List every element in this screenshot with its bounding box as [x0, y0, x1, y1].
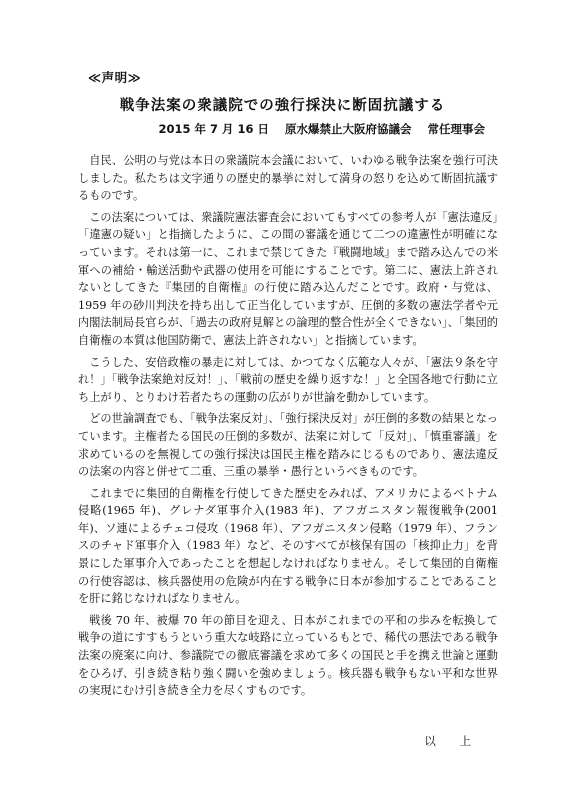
paragraph: こうした、安倍政権の暴走に対しては、かつてなく広範な人々が、「憲法９条を守れ！」「戦争法案絶対反対！」、「戦前の歴史を繰り返すな！」と全国各地で行動に立ち上がり、とりわけ若者たちの運動の広がりが世論を動かしています。	[78, 355, 498, 404]
paragraph: 戦後 70 年、被爆 70 年の節目を迎え、日本がこれまでの平和の歩みを転換して戦争の道にすすもうという重大な岐路に立っているもとで、稀代の悪法である戦争法案の廃案に向け、参議院での徹底審議を求めて多くの国民と手を携え世論と運動をひろげ、引き続き粘り強く闘いを強めましょう。核兵器も戦争もない平和な世界の実現にむけ引き続き全力を尽くすものです。	[78, 613, 498, 698]
document-date: 2015 年 7 月 16 日	[158, 122, 269, 136]
document-body	[78, 152, 498, 704]
paragraph: 自民、公明の与党は本日の衆議院本会議において、いわゆる戦争法案を強行可決しました。私たちは文字通りの歴史的暴挙に対して満身の怒りを込めて断固抗議するものです。	[78, 154, 498, 203]
paragraph: この法案については、衆議院憲法審査会においてもすべての参考人が「憲法違反」「違憲の疑い」と指摘したように、この間の審議を通じて二つの違憲性が明確になっています。それは第一に、これまで禁じてきた『戦闘地域』まで踏み込んでの米軍への補給・輸送活動や武器の使用を可能にすることです。第二に、憲法上許されないとしてきた『集団的自衛権』の行使に踏み込んだことです。政府・与党は、1959 年の砂川判決を持ち出して正当化していますが、圧倒的多数の憲法学者や元内閣法制局長官らが、「過去の政府見解との論理的整合性が全くできない」、「集団的自衛権の本質は他国防衛で、憲法上許されない」と指摘しています。	[78, 210, 498, 347]
document-label: ≪声明≫	[88, 70, 142, 85]
paragraph: どの世論調査でも、「戦争法案反対」、「強行採決反対」が圧倒的多数の結果となっています。主権者たる国民の圧倒的多数が、法案に対して「反対」、「慎重審議」を求めているのを無視しての強行採決は国民主権を踏みにじるものであり、憲法違反の法案の内容と併せて二重、三重の暴挙・愚行というべきものです。	[78, 412, 498, 479]
document-committee: 常任理事会	[427, 122, 485, 136]
closing-mark: 以 上	[424, 734, 481, 748]
document-organization: 原水爆禁止大阪府協議会	[284, 122, 412, 136]
paragraph: これまでに集団的自衛権を行使してきた歴史をみれば、アメリカによるベトナム侵略(1965 年)、グレナダ軍事介入(1983 年)、アフガニスタン報復戦争(2001 年)、ソ連によるチェコ侵攻（1968 年）、アフガニスタン侵略（1979 年）、フランスのチャド軍事介入（1983 年）など、そのすべてが核保有国の「核抑止力」を背景にした軍事介入であったことを想起しなければなりません。そして集団的自衛権の行使容認は、核兵器使用の危険が内在する戦争に日本が参加することであることを肝に銘じなければなりません。	[78, 486, 498, 606]
document-meta	[158, 121, 485, 137]
document-title: 戦争法案の衆議院での強行採決に断固抗議する	[119, 98, 446, 114]
